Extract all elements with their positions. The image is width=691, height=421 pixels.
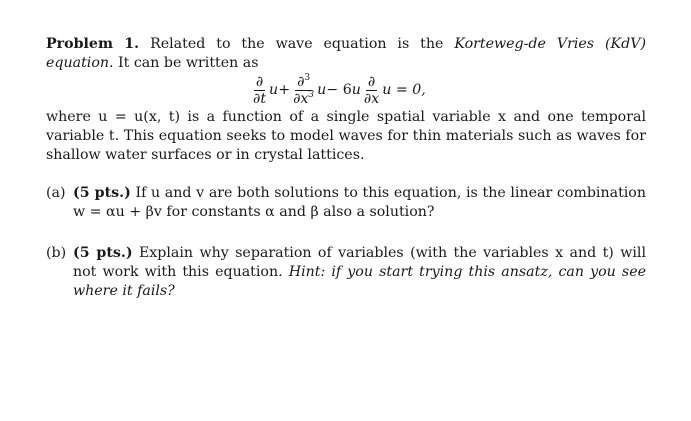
eq-plus: + [278, 81, 291, 98]
intro-text: Related to the wave equation is the [150, 36, 444, 52]
problem-intro [46, 35, 646, 73]
fraction-denominator [291, 91, 316, 107]
fraction-numerator: ∂ [255, 73, 264, 90]
cube-exponent: 3 [304, 72, 311, 83]
part-a [46, 184, 646, 222]
part-b-points: (5 pts.) [73, 245, 133, 261]
fraction-numerator: ∂ [367, 73, 376, 90]
eq-u: u [351, 81, 361, 98]
part-b-label: (b) [46, 245, 67, 261]
part-a-text: If u and v are both solutions to this equation, is the linear combination w = αu + βv for constants α and β also a solution? [73, 185, 646, 220]
written-as-text: It can be written as [118, 55, 259, 71]
eq-end: u = 0, [382, 81, 426, 98]
fraction-numerator [295, 74, 312, 91]
eq-minus: − 6 [326, 81, 352, 98]
part-b-body [73, 244, 646, 301]
part-a-label: (a) [46, 185, 66, 201]
eq-u: u [269, 81, 279, 98]
eq-u: u [317, 81, 327, 98]
part-a-points: (5 pts.) [73, 185, 131, 201]
kdv-equation [250, 70, 426, 110]
problem-heading: Problem 1. [46, 36, 140, 52]
part-b [46, 244, 646, 301]
d-dx-fraction [362, 74, 381, 107]
fraction-denominator: ∂t [253, 90, 267, 107]
fraction-denominator: ∂x [363, 90, 380, 107]
part-b-hint: Hint: if you start trying this ansatz, can you see where it fails? [73, 264, 646, 299]
equation-name: Korteweg-de Vries (KdV) equation. [46, 36, 646, 71]
d3-dx3-fraction [291, 74, 316, 107]
cube-exponent: 3 [308, 89, 315, 100]
d3-symbol: ∂ [297, 73, 305, 90]
d-dt-fraction [251, 74, 268, 107]
where-paragraph: where u = u(x, t) is a function of a single spatial variable x and one temporal variable t. This equation seeks to model waves for thin materials such as waves for shallow water surfaces or in crystal lattices. [46, 109, 646, 163]
dx3-symbol: ∂x [293, 90, 309, 107]
part-b-text: Explain why separation of variables (with the variables x and t) will not work with this equation. [73, 245, 646, 280]
part-a-body [73, 184, 646, 222]
